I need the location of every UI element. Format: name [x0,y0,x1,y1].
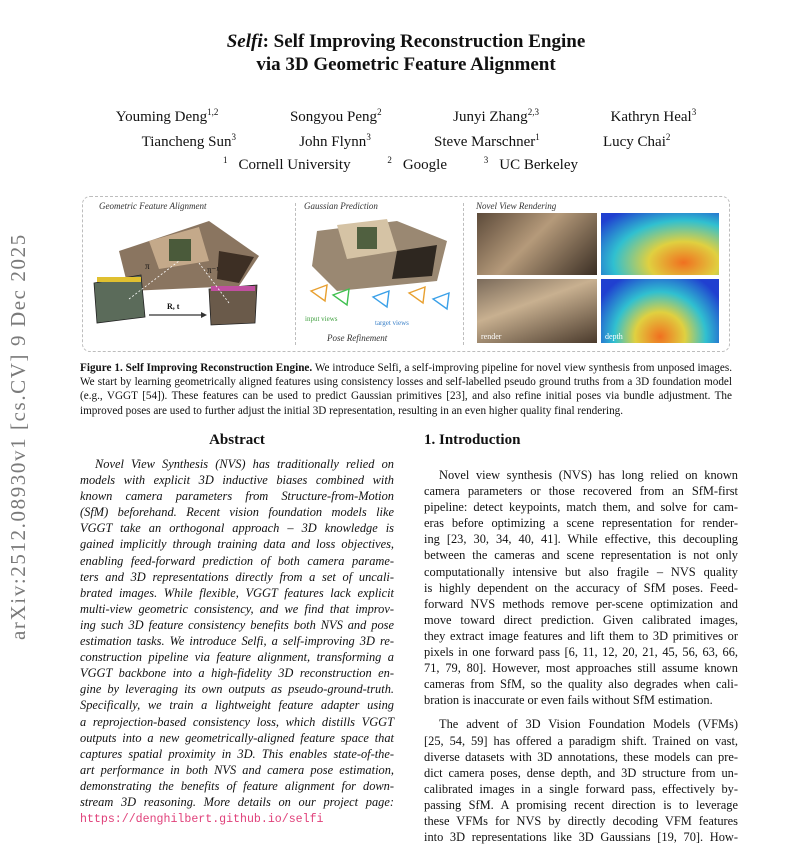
left-view-image [94,275,145,323]
author-list [80,105,732,155]
render-image-top [477,213,597,275]
caption-label: Figure 1. Self Improving Reconstruction Engine. [80,362,313,374]
affiliation: $^3$ UC Berkeley [483,155,578,173]
room-window [169,239,191,261]
right-feature-strip [211,286,255,291]
author: Steve Marschner$^1$ [434,132,540,150]
author: Junyi Zhang$^{2,3}$ [453,107,539,125]
author: Tiancheng Sun$^3$ [141,132,236,150]
author: John Flynn$^3$ [299,132,371,150]
target-views-label: target views [375,319,409,327]
target-camera [373,291,389,307]
title-line1: : Self Improving Reconstruction Engine [262,31,586,52]
target-camera [433,293,449,309]
rt-label: R, t [167,302,180,311]
teaser-figure [82,196,730,352]
author: Lucy Chai$^2$ [602,132,671,150]
author-row-1 [80,105,732,130]
depth-label: depth [605,332,623,341]
gaussian-window [357,227,377,249]
pose-refinement-label: Pose Refinement [327,333,388,343]
introduction-heading: 1. Introduction [424,432,521,448]
arrowhead [201,312,207,318]
abstract-body: Novel View Synthesis (NVS) has traditionally relied on models with explicit 3D inductive biases combined with known camera parameters from Structure-from-Motion (SfM) beforehand. Recent vision foundation models like VGGT take an orthogonal approach – 3D knowledge is gained implicitly through training data and loss objectives, enabling feed-forward prediction of both camera parame- ters and 3D representations directly from a set of uncali- brated images. While flexible, VGGT features lack explicit multi-view geometric consistency, and we find that improv- ing such 3D feature consistency benefits both NVS and pose estimation tasks. We introduce Selfi, a self-improving 3D re- construction pipeline via feature alignment, transforming a VGGT backbone into a high-fidelity 3D reconstruction en- gine by leveraging its own outputs as pseudo-ground-truth. Specifically, we train a lightweight feature adapter using a reprojection-based consistency loss, which distills VGGT outputs into a new geometrically-aligned feature space that captures spatial proximity in 3D. This enables state-of-the- art performance in both NVS and camera pose estimation, demonstrating the benefits of feature alignment for down- stream 3D reasoning. More details on our project page: https://denghilbert.github.io/selfi [80,457,394,827]
author-row-2 [80,130,732,155]
render-label: render [481,332,502,341]
affiliation: $^2$ Google [387,155,447,173]
panel-divider [295,203,296,345]
affiliation: $^1$ Cornell University [223,155,351,173]
author: Youming Deng$^{1,2}$ [115,107,219,125]
input-camera [409,287,425,303]
input-camera [333,289,349,305]
input-views-label: input views [305,315,338,323]
pi-label: π [145,261,150,271]
author: Kathryn Heal$^3$ [610,107,697,125]
panel-title-gaussian-prediction: Gaussian Prediction [304,201,378,211]
introduction-body: Novel view synthesis (NVS) has long relied on known camera parameters or those recovered from an SfM-first pipeline: detect keypoints, match them, and solve for cam- eras before optimizing a scene representation for render- ing [23, 30, 34, 40, 41]. While effective, this decoupling between the cameras and scene representation is not only computationally intensive but also fragile – NVS quality is highly dependent on the accuracy of SfM poses. Feed- forward NVS methods remove per-scene optimization and move toward direct prediction. Given calibrated images, they extract image features and lift them to 3D primitives or pixels in one forward pass [6, 11, 12, 20, 21, 45, 56, 63, 66, 71, 79, 80]. However, most approaches still assume known cameras from SfM, so the quality also degrades when cali- bration is inaccurate or even fails without SfM estimation. The advent of 3D Vision Foundation Models (VFMs) [25, 54, 59] has offered a paradigm shift. Trained on vast, diverse datasets with 3D annotations, these models can pre- dict camera poses, dense depth, and 3D structure from un- calibrated images in a single forward pass, effectively by- passing SfM. A promising recent direction is to leverage these VFMs for NVS by directly decoding VFM features into 3D representations like 3D Gaussians [19, 70]. How- [424,468,738,845]
title-method-name: Selfi [226,31,263,52]
project-page-link[interactable]: https://denghilbert.github.io/selfi [80,813,324,827]
panel-divider [463,203,464,345]
pi-inverse-label: π⁻¹ [207,265,219,275]
abstract-heading: Abstract [209,432,265,448]
input-camera [311,285,327,301]
depth-image-bottom [601,279,719,343]
figure-caption: Figure 1. Self Improving Reconstruction Engine. We introduce Selfi, a self-improving pipeline for novel view synthesis from unposed images. We start by learning geometrically aligned features using consistency losses and self-labelled pseudo ground truths from a 3D foundation model (e.g., VGGT [54]). These features can be used to predict Gaussian primitives [23], and also refine initial poses via bundle adjustment. The improved poses are used to further adjust the initial 3D representation, resulting in an even higher quality final rendering. [80,362,733,417]
affiliations [80,157,732,174]
render-image-bottom [477,279,597,343]
author: Songyou Peng$^2$ [289,107,382,125]
arxiv-identifier: arXiv:2512.08930v1 [cs.CV] 9 Dec 2025 [6,233,30,640]
gaussian-prediction-illustration [297,211,462,349]
title-line2: via 3D Geometric Feature Alignment [256,54,556,75]
panel-title-feature-alignment: Geometric Feature Alignment [99,201,207,211]
panel-title-novel-view: Novel View Rendering [476,201,557,211]
left-feature-strip [97,277,141,282]
paper-title [80,30,732,76]
depth-image-top [601,213,719,275]
feature-alignment-illustration [89,211,293,349]
